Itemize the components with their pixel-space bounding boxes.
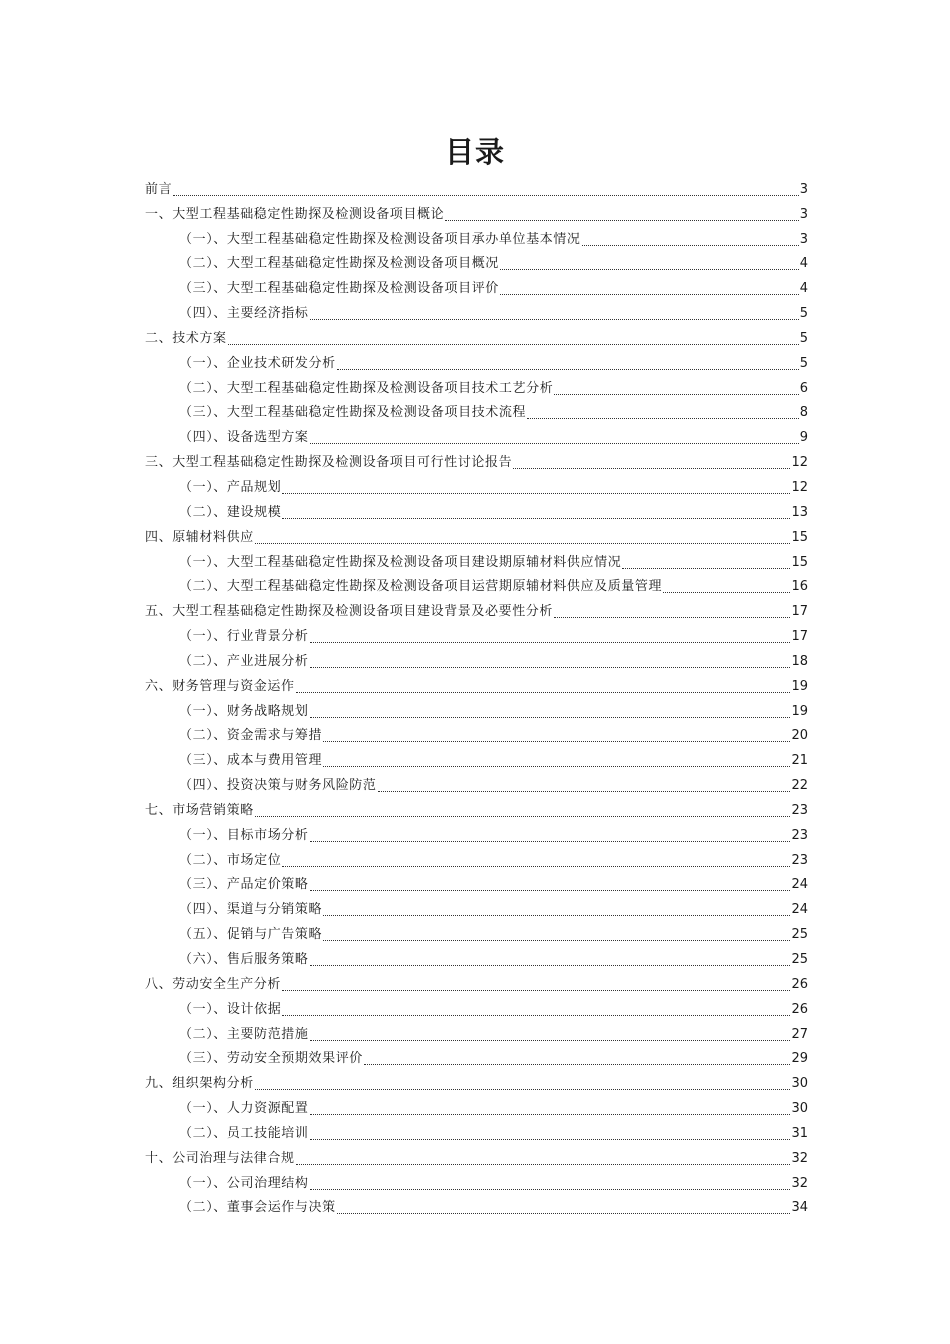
toc-entry[interactable] [145,622,808,647]
toc-entry-label: （五）、促销与广告策略 [179,927,323,943]
toc-entry-page-number: 8 [799,405,808,421]
toc-entry-label: （一）、财务战略规划 [179,703,309,719]
toc-entry-label: （二）、产业进展分析 [179,653,309,669]
dot-leader [323,740,790,742]
toc-entry-page-number: 17 [791,629,808,645]
toc-entry-page-number: 30 [791,1076,808,1092]
toc-entry[interactable] [145,274,808,299]
toc-entry-label: （一）、设计依据 [179,1001,282,1017]
dot-leader [310,716,791,718]
toc-entry-page-number: 12 [791,455,808,471]
toc-entry[interactable] [145,722,808,747]
dot-leader [282,492,790,494]
dot-leader [282,1014,790,1016]
dot-leader [282,989,790,991]
dot-leader [364,1063,791,1065]
toc-entry[interactable] [145,349,808,374]
toc-entry[interactable] [145,697,808,722]
toc-entry[interactable] [145,573,808,598]
toc-entry-label: 九、组织架构分析 [145,1076,254,1092]
toc-entry-page-number: 23 [791,802,808,818]
toc-entry-label: （一）、大型工程基础稳定性勘探及检测设备项目建设期原辅材料供应情况 [179,554,622,570]
dot-leader [173,194,799,196]
dot-leader [323,765,790,767]
toc-entry-page-number: 17 [791,604,808,620]
toc-entry[interactable] [145,597,808,622]
toc-entry-page-number: 22 [791,778,808,794]
toc-entry-label: 八、劳动安全生产分析 [145,976,282,992]
toc-entry-label: （三）、成本与费用管理 [179,753,323,769]
toc-entry[interactable] [145,1194,808,1219]
toc-entry[interactable] [145,796,808,821]
toc-entry-page-number: 24 [791,902,808,918]
toc-entry[interactable] [145,995,808,1020]
toc-entry-label: （一）、企业技术研发分析 [179,355,336,371]
toc-entry-page-number: 15 [791,529,808,545]
dot-leader [310,889,791,891]
dot-leader [622,567,790,569]
toc-entry-page-number: 20 [791,728,808,744]
toc-entry[interactable] [145,250,808,275]
toc-entry-page-number: 5 [799,330,808,346]
toc-entry[interactable] [145,920,808,945]
toc-entry[interactable] [145,1069,808,1094]
dot-leader [296,1163,791,1165]
toc-entry-page-number: 18 [791,653,808,669]
toc-entry[interactable] [145,324,808,349]
page-title: 目录 [444,135,505,169]
toc-entry-label: 四、原辅材料供应 [145,529,254,545]
toc-entry-page-number: 26 [791,1001,808,1017]
toc-entry-page-number: 3 [799,181,808,197]
toc-entry-label: 一、大型工程基础稳定性勘探及检测设备项目概论 [145,206,445,222]
toc-entry-page-number: 30 [791,1101,808,1117]
dot-leader [255,1088,791,1090]
toc-entry[interactable] [145,200,808,225]
toc-entry-label: 前言 [145,181,173,197]
toc-entry[interactable] [145,1119,808,1144]
dot-leader [310,1138,791,1140]
toc-entry-label: （一）、人力资源配置 [179,1101,309,1117]
toc-entry-page-number: 5 [799,355,808,371]
toc-entry-label: （二）、董事会运作与决策 [179,1200,336,1216]
toc-entry-page-number: 12 [791,479,808,495]
dot-leader [663,591,790,593]
toc-entry[interactable] [145,821,808,846]
dot-leader [445,219,799,221]
toc-entry-page-number: 13 [791,504,808,520]
toc-entry-page-number: 34 [791,1200,808,1216]
toc-entry-label: （四）、投资决策与财务风险防范 [179,778,377,794]
dot-leader [323,914,790,916]
toc-entry[interactable] [145,225,808,250]
dot-leader [500,293,799,295]
table-of-contents [145,175,808,1218]
toc-entry-label: （三）、产品定价策略 [179,877,309,893]
toc-entry-label: （三）、大型工程基础稳定性勘探及检测设备项目技术流程 [179,405,527,421]
toc-entry[interactable] [145,871,808,896]
dot-leader [378,790,791,792]
toc-entry-page-number: 29 [791,1051,808,1067]
dot-leader [282,865,790,867]
dot-leader [255,542,791,544]
dot-leader [310,1039,791,1041]
toc-entry-page-number: 23 [791,852,808,868]
dot-leader [310,840,791,842]
toc-entry-label: （二）、主要防范措施 [179,1026,309,1042]
dot-leader [310,318,799,320]
dot-leader [500,268,799,270]
toc-entry-label: 十、公司治理与法律合规 [145,1150,295,1166]
toc-entry-label: （二）、市场定位 [179,852,282,868]
toc-entry[interactable] [145,423,808,448]
toc-entry[interactable] [145,672,808,697]
toc-entry-label: （六）、售后服务策略 [179,952,309,967]
toc-entry-label: （三）、劳动安全预期效果评价 [179,1051,363,1067]
toc-entry-page-number: 3 [799,231,808,247]
toc-entry[interactable] [145,647,808,672]
toc-entry-page-number: 25 [791,952,808,967]
dot-leader [554,393,798,395]
dot-leader [310,666,791,668]
toc-entry[interactable] [145,448,808,473]
dot-leader [310,1188,791,1190]
toc-entry[interactable] [145,970,808,995]
toc-entry[interactable] [145,473,808,498]
toc-entry-page-number: 23 [791,827,808,843]
dot-leader [337,368,799,370]
toc-entry-page-number: 24 [791,877,808,893]
toc-entry-label: 七、市场营销策略 [145,802,254,818]
toc-entry[interactable] [145,1020,808,1045]
toc-entry[interactable] [145,1094,808,1119]
dot-leader [337,1212,791,1214]
toc-entry-label: （三）、大型工程基础稳定性勘探及检测设备项目评价 [179,281,499,297]
toc-entry-label: （一）、产品规划 [179,479,282,495]
toc-entry[interactable] [145,1169,808,1194]
toc-entry[interactable] [145,399,808,424]
toc-entry-label: 五、大型工程基础稳定性勘探及检测设备项目建设背景及必要性分析 [145,604,554,620]
toc-entry-label: （二）、资金需求与筹措 [179,728,323,744]
toc-entry-page-number: 26 [791,976,808,992]
toc-entry-label: （二）、大型工程基础稳定性勘探及检测设备项目运营期原辅材料供应及质量管理 [179,579,663,595]
toc-entry[interactable] [145,523,808,548]
toc-entry-page-number: 21 [791,753,808,769]
dot-leader [310,442,799,444]
toc-entry[interactable] [145,498,808,523]
dot-leader [323,939,790,941]
toc-entry-label: （一）、行业背景分析 [179,629,309,645]
toc-entry[interactable] [145,945,808,970]
dot-leader [310,1113,791,1115]
toc-entry-label: 三、大型工程基础稳定性勘探及检测设备项目可行性讨论报告 [145,455,513,471]
dot-leader [282,517,790,519]
dot-leader [310,641,791,643]
toc-entry[interactable] [145,895,808,920]
toc-entry-page-number: 19 [791,678,808,694]
toc-entry-page-number: 6 [799,380,808,396]
toc-entry[interactable] [145,175,808,200]
dot-leader [582,244,799,246]
toc-entry-label: （二）、大型工程基础稳定性勘探及检测设备项目概况 [179,256,499,272]
toc-entry-page-number: 32 [791,1150,808,1166]
toc-entry-label: （四）、设备选型方案 [179,430,309,446]
toc-entry[interactable] [145,1045,808,1070]
dot-leader [527,417,799,419]
toc-entry[interactable] [145,374,808,399]
toc-entry-label: （一）、大型工程基础稳定性勘探及检测设备项目承办单位基本情况 [179,231,581,247]
toc-entry-page-number: 27 [791,1026,808,1042]
toc-entry-page-number: 4 [799,256,808,272]
toc-entry-page-number: 19 [791,703,808,719]
dot-leader [310,964,791,966]
dot-leader [255,815,791,817]
dot-leader [513,467,790,469]
toc-entry[interactable] [145,771,808,796]
toc-entry-page-number: 4 [799,281,808,297]
toc-entry-page-number: 31 [791,1125,808,1141]
toc-entry[interactable] [145,548,808,573]
toc-entry-page-number: 9 [799,430,808,446]
dot-leader [554,616,790,618]
toc-entry-label: 二、技术方案 [145,330,227,346]
toc-entry-page-number: 3 [799,206,808,222]
dot-leader [296,691,791,693]
toc-entry[interactable] [145,1144,808,1169]
toc-entry-page-number: 25 [791,927,808,943]
toc-entry-label: （二）、建设规模 [179,504,282,520]
toc-entry-label: （四）、渠道与分销策略 [179,902,323,918]
toc-entry-label: （二）、大型工程基础稳定性勘探及检测设备项目技术工艺分析 [179,380,554,396]
toc-entry[interactable] [145,299,808,324]
toc-entry-label: （一）、公司治理结构 [179,1175,309,1191]
toc-entry-page-number: 32 [791,1175,808,1191]
toc-entry-label: （二）、员工技能培训 [179,1125,309,1141]
toc-entry[interactable] [145,846,808,871]
toc-entry-label: 六、财务管理与资金运作 [145,678,295,694]
toc-entry-label: （四）、主要经济指标 [179,306,309,322]
toc-entry-page-number: 5 [799,306,808,322]
toc-entry[interactable] [145,746,808,771]
dot-leader [228,343,799,345]
toc-entry-page-number: 15 [791,554,808,570]
toc-entry-page-number: 16 [791,579,808,595]
toc-entry-label: （一）、目标市场分析 [179,827,309,843]
